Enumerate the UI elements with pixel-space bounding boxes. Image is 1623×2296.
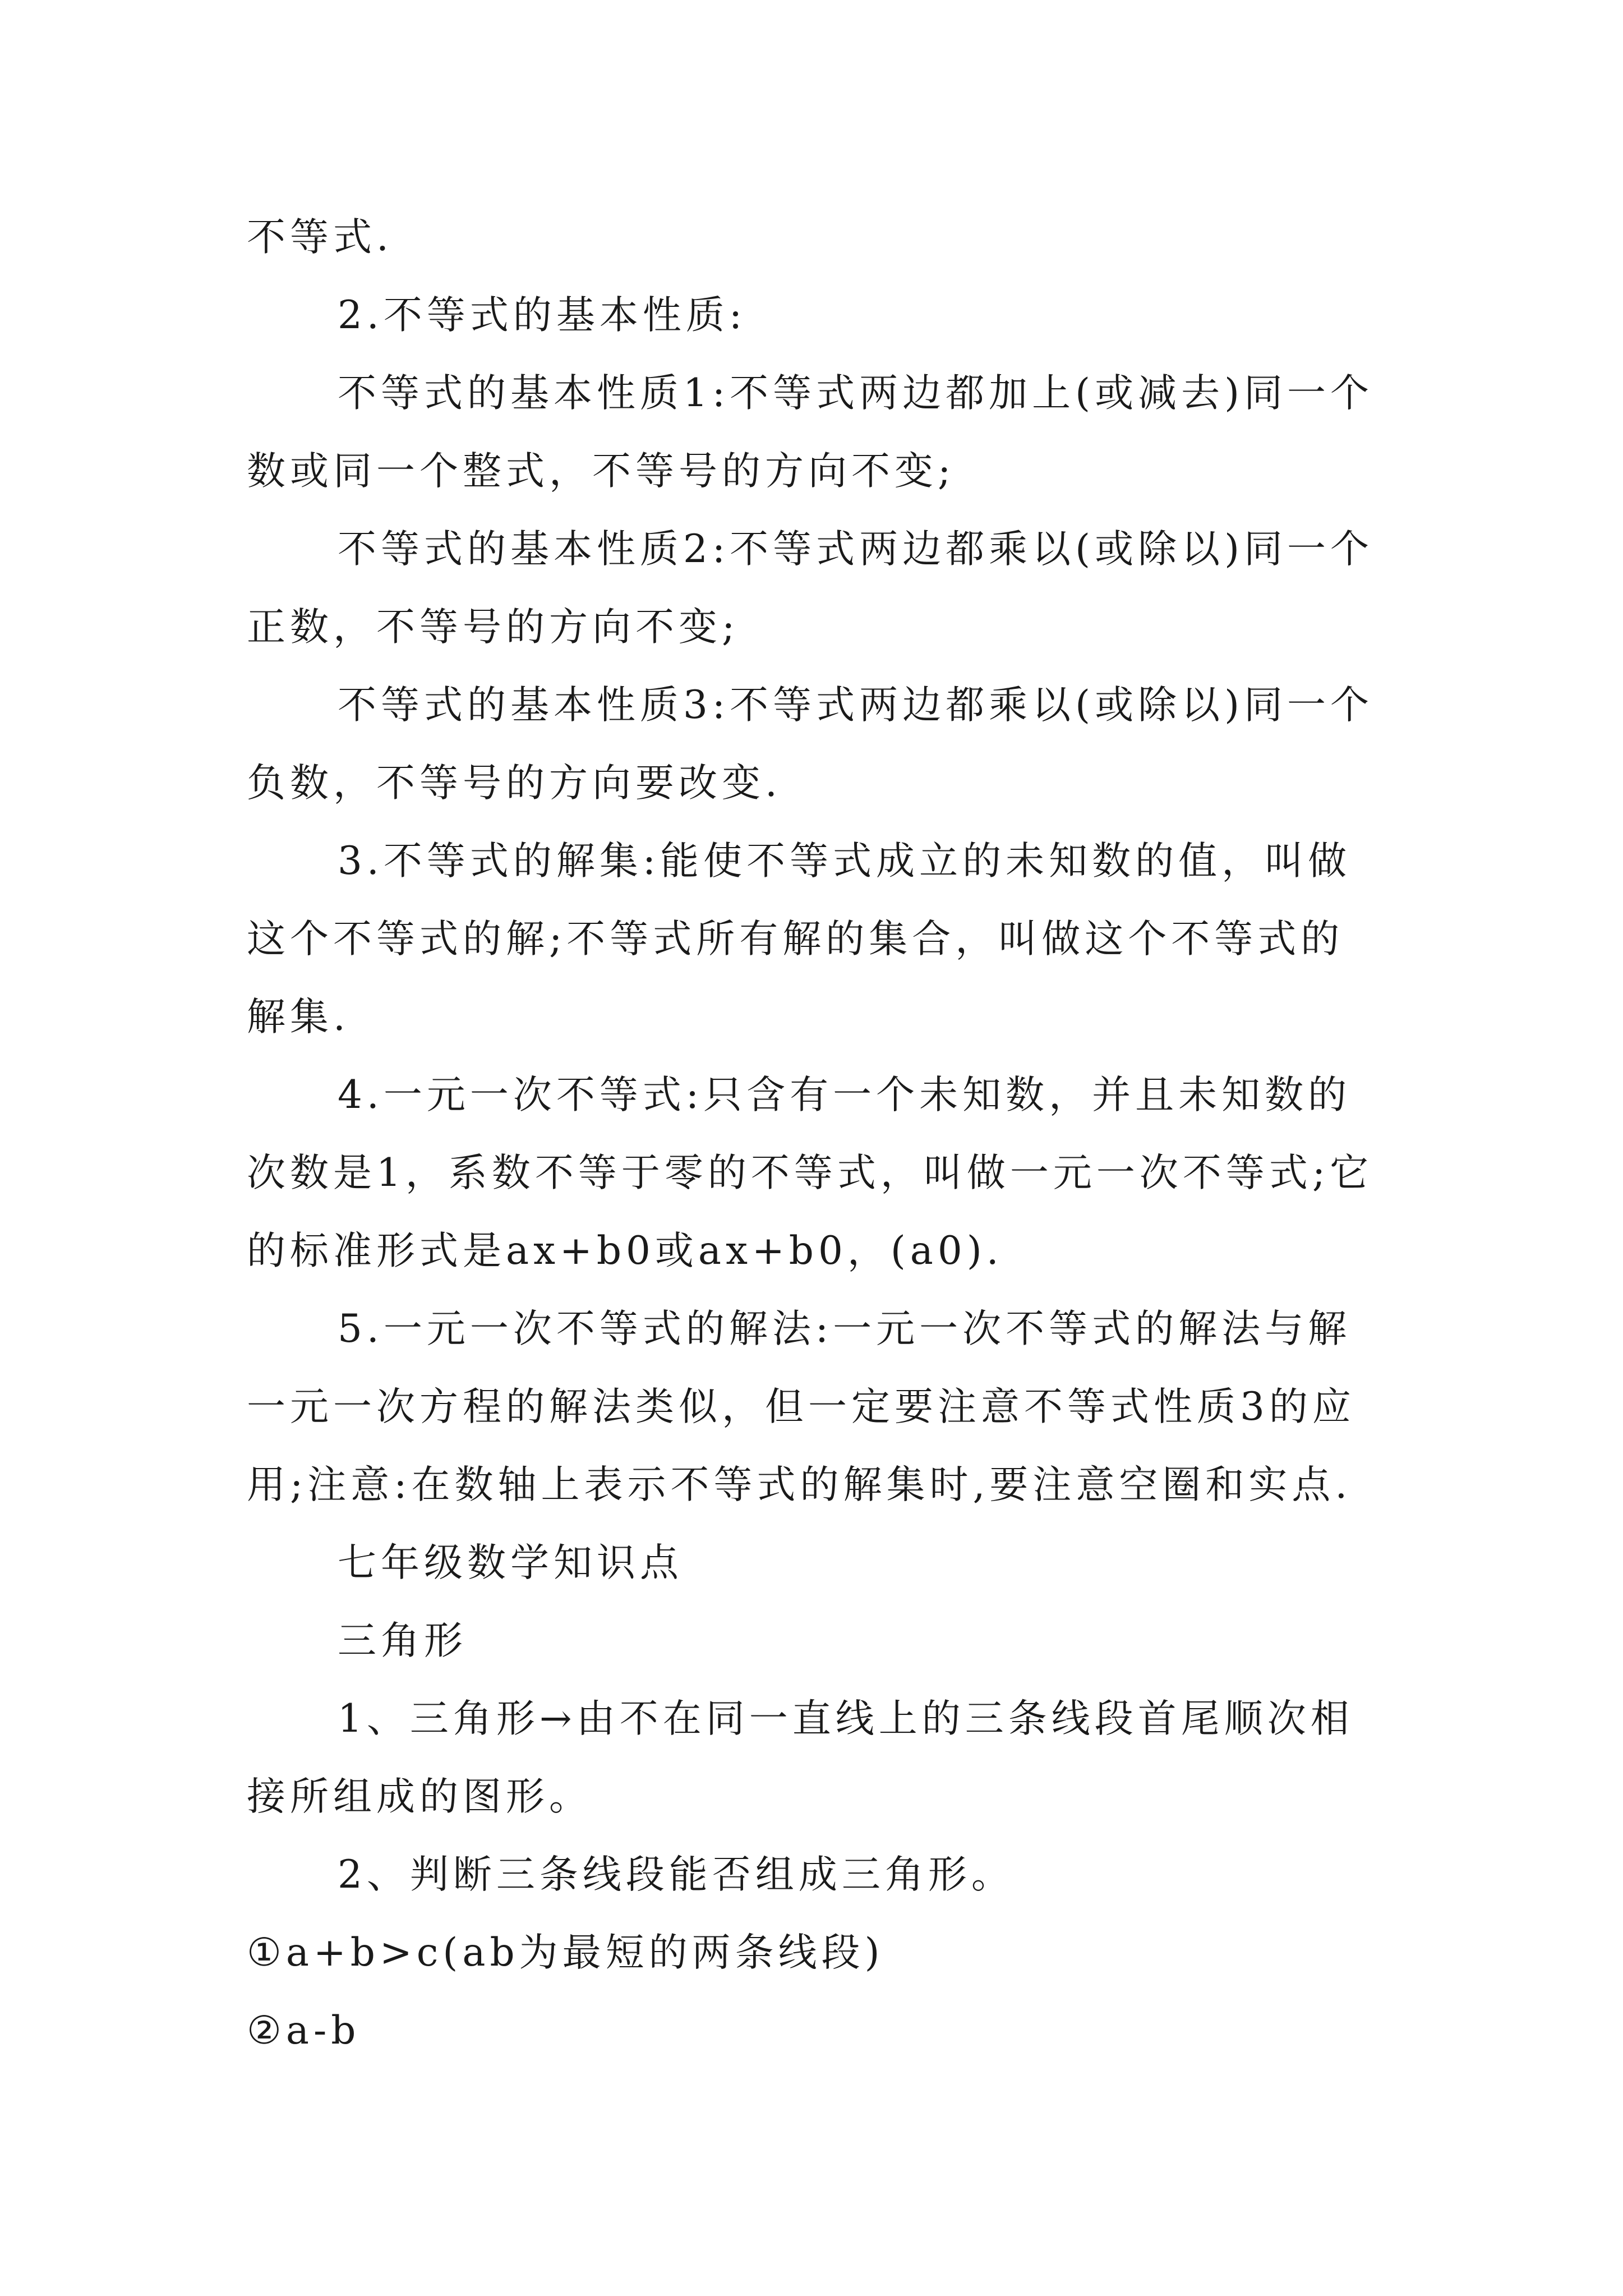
text-line: 这个不等式的解;不等式所有解的集合，叫做这个不等式的: [247, 917, 1344, 961]
text-line: 负数，不等号的方向要改变.: [247, 761, 782, 806]
text-line: 2.不等式的基本性质:: [338, 293, 747, 338]
section-subheading: 三角形: [338, 1618, 467, 1663]
text-line: 数或同一个整式，不等号的方向不变;: [247, 449, 956, 494]
text-line: 不等式的基本性质3:不等式两边都乘以(或除以)同一个: [338, 683, 1373, 728]
text-line: 2、判断三条线段能否组成三角形。: [338, 1852, 1015, 1897]
list-item: ②a-b: [247, 2008, 361, 2053]
text-line: 不等式.: [247, 215, 393, 260]
text-line: 次数是1，系数不等于零的不等式，叫做一元一次不等式;它: [247, 1151, 1373, 1195]
text-line: 正数，不等号的方向不变;: [247, 605, 740, 650]
text-line: 不等式的基本性质1:不等式两边都加上(或减去)同一个: [338, 371, 1373, 416]
text-line: 5.一元一次不等式的解法:一元一次不等式的解法与解: [338, 1306, 1352, 1351]
text-line: 解集.: [247, 995, 350, 1039]
text-line: 1、三角形→由不在同一直线上的三条线段首尾顺次相: [338, 1696, 1354, 1741]
section-heading: 七年级数学知识点: [338, 1540, 683, 1585]
text-line: 4.一元一次不等式:只含有一个未知数，并且未知数的: [338, 1073, 1352, 1117]
text-line: 一元一次方程的解法类似，但一定要注意不等式性质3的应: [247, 1384, 1355, 1429]
list-item: ①a+b>c(ab为最短的两条线段): [247, 1930, 884, 1975]
text-line: 3.不等式的解集:能使不等式成立的未知数的值，叫做: [338, 839, 1352, 884]
text-line: 不等式的基本性质2:不等式两边都乘以(或除以)同一个: [338, 527, 1373, 572]
text-line: 用;注意:在数轴上表示不等式的解集时,要注意空圈和实点.: [247, 1462, 1352, 1507]
text-line: 接所组成的图形。: [247, 1774, 592, 1819]
text-line: 的标准形式是ax+b0或ax+b0，(a0).: [247, 1228, 1003, 1273]
